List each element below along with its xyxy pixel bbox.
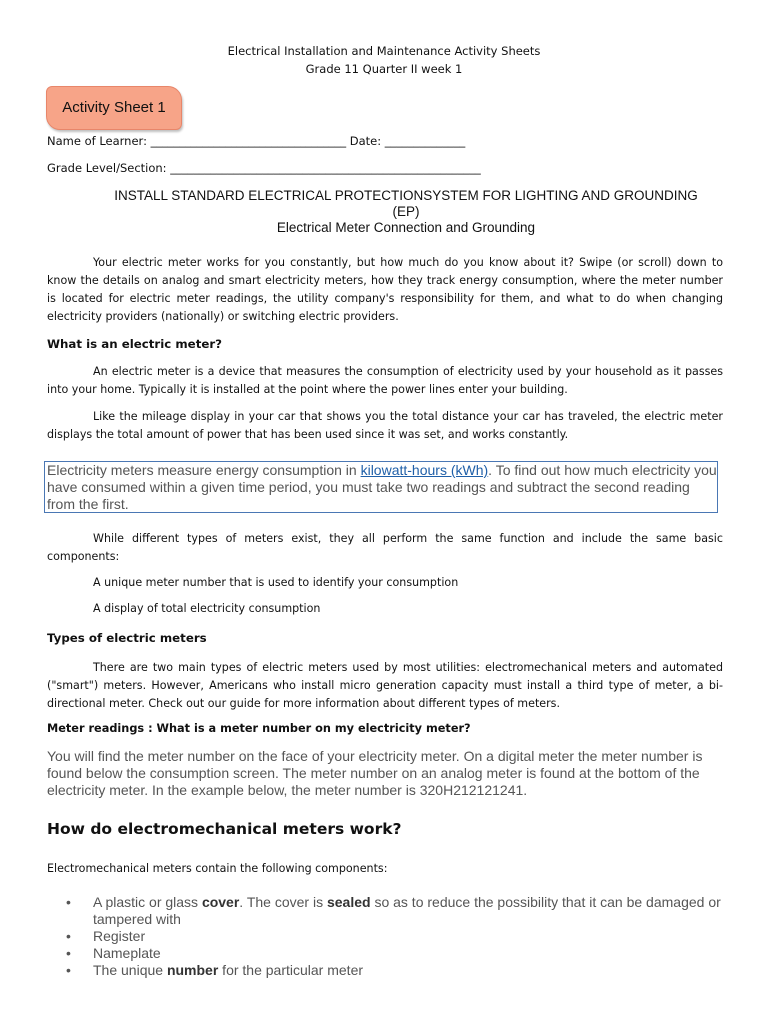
meter-types-paragraph <box>47 659 723 713</box>
mileage-analogy-paragraph <box>47 408 723 444</box>
kwh-link[interactable]: kilowatt-hours (kWh) <box>360 462 489 478</box>
section-heading-meter-readings: Meter readings : What is a meter number on my electricity meter? <box>47 722 471 735</box>
document-subtitle: Grade 11 Quarter II week 1 <box>305 62 463 76</box>
callout-text-start: Electricity meters measure energy consumption in <box>47 462 361 478</box>
document-title: Electrical Installation and Maintenance Activity Sheets <box>227 44 541 58</box>
bullet-text: The unique <box>93 962 167 978</box>
bullet-text: . The cover is <box>239 894 327 910</box>
component-item: A display of total electricity consumption <box>93 602 321 615</box>
main-title-line-1: INSTALL STANDARD ELECTRICAL PROTECTIONSYSTEM FOR LIGHTING AND GROUNDING <box>114 188 698 203</box>
bullet-emphasis: cover <box>201 894 240 910</box>
component-bullet-list <box>66 894 726 979</box>
bullet-text: Nameplate <box>93 945 161 961</box>
callout-text-end: . To find out how much electricity you have consumed within a given time period, you must take two readings and subtract the second reading from the first. <box>47 462 717 513</box>
main-title-line-3: Electrical Meter Connection and Grounding <box>276 220 536 235</box>
bullet-marker: • <box>66 894 71 910</box>
section-heading-types: Types of electric meters <box>47 631 207 645</box>
bullet-text: A plastic or glass <box>93 894 202 910</box>
component-item: A unique meter number that is used to identify your consumption <box>93 576 459 589</box>
bullet-text: so as to reduce the possibility that it can be damaged or tampered with <box>93 894 721 927</box>
main-title-line-2: (EP) <box>392 204 420 219</box>
components-intro-text: While different types of meters exist, they all perform the same function and include the same basic components: <box>47 532 723 563</box>
bullet-text: Register <box>93 928 146 944</box>
learner-name-date-field: Name of Learner: __________________________________ Date: ______________ <box>47 134 466 148</box>
bullet-marker: • <box>66 962 71 978</box>
bullet-marker: • <box>66 945 71 961</box>
bullet-marker: • <box>66 928 71 944</box>
kwh-callout-box <box>44 461 718 513</box>
activity-sheet-badge: Activity Sheet 1 <box>46 86 182 130</box>
section-heading-how-work: How do electromechanical meters work? <box>47 820 402 838</box>
list-item <box>66 894 726 928</box>
bullet-text: for the particular meter <box>218 962 364 978</box>
components-lead-text: Electromechanical meters contain the following components: <box>47 862 388 875</box>
intro-text: Your electric meter works for you constantly, but how much do you know about it? Swipe (or scroll) down to know the details on analog and smart electricity meters, how they track energy consumption, where the meter number is located for electric meter readings, the utility company's responsibility for them, and what to do when changing electricity providers (nationally) or switching electric providers. <box>47 256 723 323</box>
meter-types-text: There are two main types of electric meters used by most utilities: electromechanical meters and automated ("smart") meters. However, Americans who install micro generation capacity must install a third type of meter, a bi-directional meter. Check out our guide for more information about different types of meters. <box>47 661 723 710</box>
list-item <box>66 945 726 962</box>
meter-definition-text: An electric meter is a device that measures the consumption of electricity used by your household as it passes into your home. Typically it is installed at the point where the power lines enter your building. <box>47 365 723 396</box>
list-item <box>66 928 726 945</box>
meter-number-paragraph: You will find the meter number on the face of your electricity meter. On a digital meter the meter number is found below the consumption screen. The meter number on an analog meter is found at the bottom of the electricity meter. In the example below, the meter number is 320H212121241. <box>47 748 703 799</box>
grade-section-field: Grade Level/Section: ______________________________________________________ <box>47 161 481 175</box>
list-item <box>66 962 726 979</box>
meter-definition-paragraph <box>47 363 723 399</box>
intro-paragraph <box>47 254 723 326</box>
bullet-emphasis: sealed <box>326 894 371 910</box>
components-intro-paragraph <box>47 530 723 566</box>
bullet-emphasis: number <box>166 962 219 978</box>
mileage-analogy-text: Like the mileage display in your car that shows you the total distance your car has traveled, the electric meter displays the total amount of power that has been used since it was set, and works constantly. <box>47 410 723 441</box>
section-heading-what-is-meter: What is an electric meter? <box>47 337 222 351</box>
